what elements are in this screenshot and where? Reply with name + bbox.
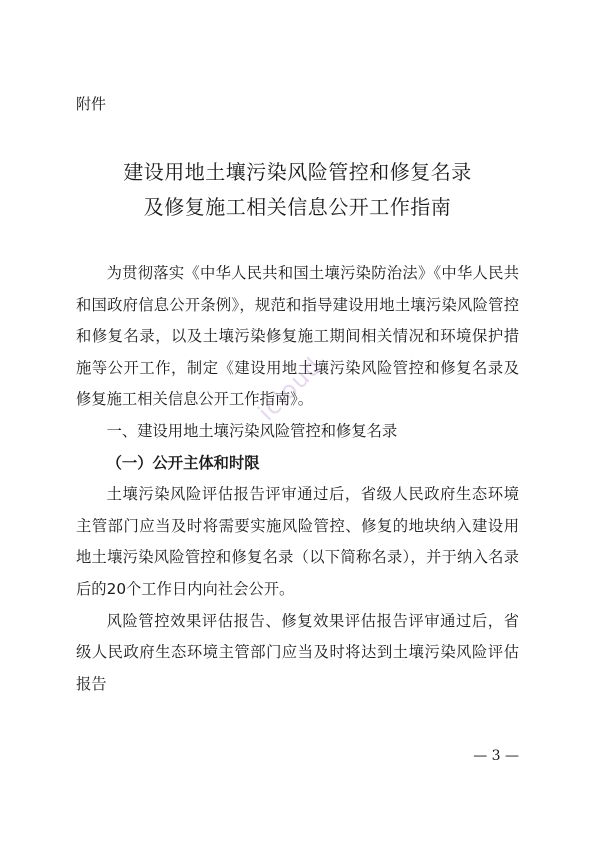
- document-title-line-2: 及修复施工相关信息公开工作指南: [143, 195, 452, 219]
- attachment-label: 附件: [76, 95, 107, 113]
- intro-paragraph: 为贯彻落实《中华人民共和国土壤污染防治法》《中华人民共和国政府信息公开条例》，规范和指导建设用地土壤污染风险管控和修复名录，以及土壤污染修复施工期间相关情况和环境保护措施等公开工作，制定《建设用地土壤污染风险管控和修复名录及修复施工相关信息公开工作指南》。: [76, 264, 519, 409]
- section-heading: 一、建设用地土壤污染风险管控和修复名录: [106, 421, 398, 440]
- document-body: [76, 258, 519, 700]
- body-paragraph: 风险管控效果评估报告、修复效果评估报告评审通过后，省级人民政府生态环境主管部门应当及时将达到土壤污染风险评估报告: [76, 611, 519, 693]
- body-paragraph: 土壤污染风险评估报告评审通过后，省级人民政府生态环境主管部门应当及时将需要实施风险管控、修复的地块纳入建设用地土壤污染风险管控和修复名录（以下简称名录），并于纳入名录后的20个工作日内向社会公开。: [76, 485, 519, 598]
- page-number: — 3 —: [473, 748, 519, 764]
- watermark: icloud: [252, 351, 328, 427]
- subsection-heading: （一）公开主体和时限: [106, 453, 260, 472]
- document-title-line-1: 建设用地土壤污染风险管控和修复名录: [123, 160, 472, 184]
